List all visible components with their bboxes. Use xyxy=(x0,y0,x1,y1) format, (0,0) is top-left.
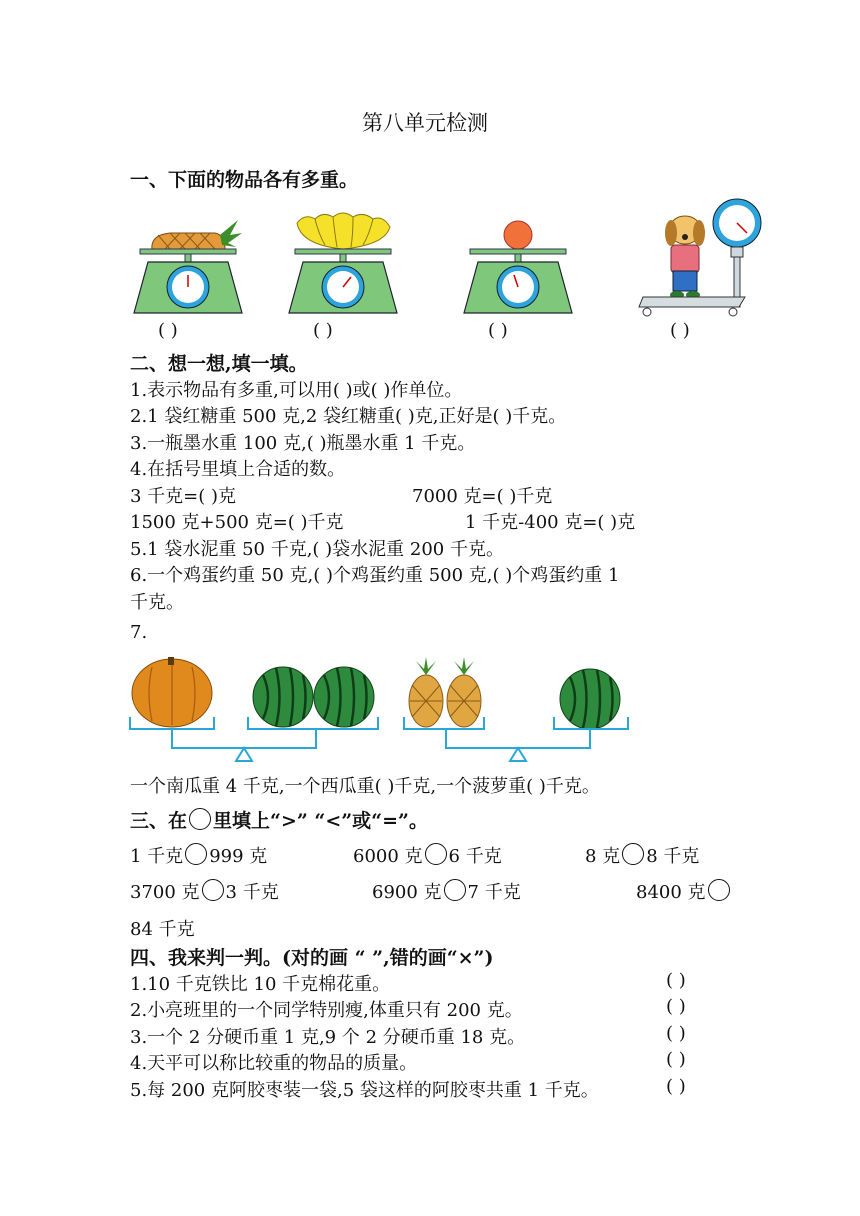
question-2-4a[interactable]: 3 千克=( )克 xyxy=(130,486,237,507)
compare-right: 6 千克 xyxy=(448,846,502,867)
question-2-2[interactable]: 2.1 袋红糖重 500 克,2 袋红糖重( )克,正好是( )千克。 xyxy=(130,406,567,427)
answer-bracket-2[interactable]: ( ) xyxy=(313,320,333,341)
compare-right: 999 克 xyxy=(209,846,268,867)
compare-item-3[interactable] xyxy=(585,842,699,868)
section3-heading-rest: 里填上“>” “<”或“=”。 xyxy=(213,810,428,832)
compare-right: 8 千克 xyxy=(646,846,700,867)
question-2-4c[interactable]: 1500 克+500 克=( )千克 xyxy=(130,512,344,533)
judge-bracket-3[interactable]: ( ) xyxy=(666,1023,686,1044)
compare-left: 8 克 xyxy=(585,846,621,867)
judge-bracket-4[interactable]: ( ) xyxy=(666,1049,686,1070)
compare-left: 8400 克 xyxy=(636,882,706,903)
compare-circle-icon xyxy=(189,808,211,830)
judge-item-5: 5.每 200 克阿胶枣装一袋,5 袋这样的阿胶枣共重 1 千克。 xyxy=(130,1080,599,1101)
compare-left: 6000 克 xyxy=(353,846,423,867)
compare-circle[interactable] xyxy=(185,843,207,865)
compare-item-1[interactable] xyxy=(130,842,267,868)
answer-bracket-4[interactable]: ( ) xyxy=(670,320,690,341)
question-2-4: 4.在括号里填上合适的数。 xyxy=(130,459,346,480)
orange-on-scale-icon xyxy=(460,205,575,320)
compare-circle[interactable] xyxy=(202,879,224,901)
watermelon-icon xyxy=(314,667,374,727)
question-2-6-line2: 千克。 xyxy=(130,592,184,613)
judge-item-4: 4.天平可以称比较重的物品的质量。 xyxy=(130,1053,418,1074)
question-2-3[interactable]: 3.一瓶墨水重 100 克,( )瓶墨水重 1 千克。 xyxy=(130,433,476,454)
judge-bracket-2[interactable]: ( ) xyxy=(666,996,686,1017)
compare-right: 7 千克 xyxy=(467,882,521,903)
compare-circle[interactable] xyxy=(425,843,447,865)
watermelon-icon xyxy=(253,667,313,727)
answer-bracket-3[interactable]: ( ) xyxy=(488,320,508,341)
compare-item-4[interactable] xyxy=(130,878,279,904)
page-title: 第八单元检测 xyxy=(362,111,488,135)
pineapple-icon xyxy=(409,657,443,727)
compare-item-2[interactable] xyxy=(353,842,502,868)
question-2-5[interactable]: 5.1 袋水泥重 50 千克,( )袋水泥重 200 千克。 xyxy=(130,539,504,560)
section4-heading: 四、我来判一判。(对的画 “ ”,错的画“×”) xyxy=(130,947,494,969)
question-2-4d[interactable]: 1 千克-400 克=( )克 xyxy=(465,512,636,533)
balance-illustration xyxy=(128,655,638,770)
pumpkin-icon xyxy=(132,657,212,727)
judge-item-2: 2.小亮班里的一个同学特别瘦,体重只有 200 克。 xyxy=(130,1000,523,1021)
dog-on-platform-scale-icon xyxy=(635,195,770,320)
pineapple-icon xyxy=(447,657,481,727)
compare-item-5[interactable] xyxy=(372,878,521,904)
compare-circle[interactable] xyxy=(444,879,466,901)
compare-circle[interactable] xyxy=(622,843,644,865)
compare-circle[interactable] xyxy=(708,879,730,901)
section3-heading-start: 三、在 xyxy=(130,810,188,832)
question-2-7-answer[interactable]: 一个南瓜重 4 千克,一个西瓜重( )千克,一个菠萝重( )千克。 xyxy=(130,776,600,797)
compare-item-6-wrap: 84 千克 xyxy=(130,919,195,940)
bananas-on-scale-icon xyxy=(285,205,400,320)
answer-bracket-1[interactable]: ( ) xyxy=(158,320,178,341)
question-2-6-line1[interactable]: 6.一个鸡蛋约重 50 克,( )个鸡蛋约重 500 克,( )个鸡蛋约重 1 xyxy=(130,565,620,586)
section1-heading: 一、下面的物品各有多重。 xyxy=(130,169,359,191)
pineapple-on-scale-icon xyxy=(130,205,245,320)
question-2-7: 7. xyxy=(130,622,148,643)
compare-left: 1 千克 xyxy=(130,846,184,867)
judge-bracket-1[interactable]: ( ) xyxy=(666,970,686,991)
judge-item-1: 1.10 千克铁比 10 千克棉花重。 xyxy=(130,974,391,995)
judge-item-3: 3.一个 2 分硬币重 1 克,9 个 2 分硬币重 18 克。 xyxy=(130,1027,526,1048)
compare-right: 3 千克 xyxy=(225,882,279,903)
question-2-4b[interactable]: 7000 克=( )千克 xyxy=(412,486,553,507)
question-2-1[interactable]: 1.表示物品有多重,可以用( )或( )作单位。 xyxy=(130,380,463,401)
compare-left: 3700 克 xyxy=(130,882,200,903)
judge-bracket-5[interactable]: ( ) xyxy=(666,1076,686,1097)
compare-left: 6900 克 xyxy=(372,882,442,903)
section3-heading xyxy=(130,806,428,833)
watermelon-icon xyxy=(560,669,620,729)
section2-heading: 二、想一想,填一填。 xyxy=(130,353,308,375)
compare-item-6[interactable] xyxy=(636,878,732,904)
